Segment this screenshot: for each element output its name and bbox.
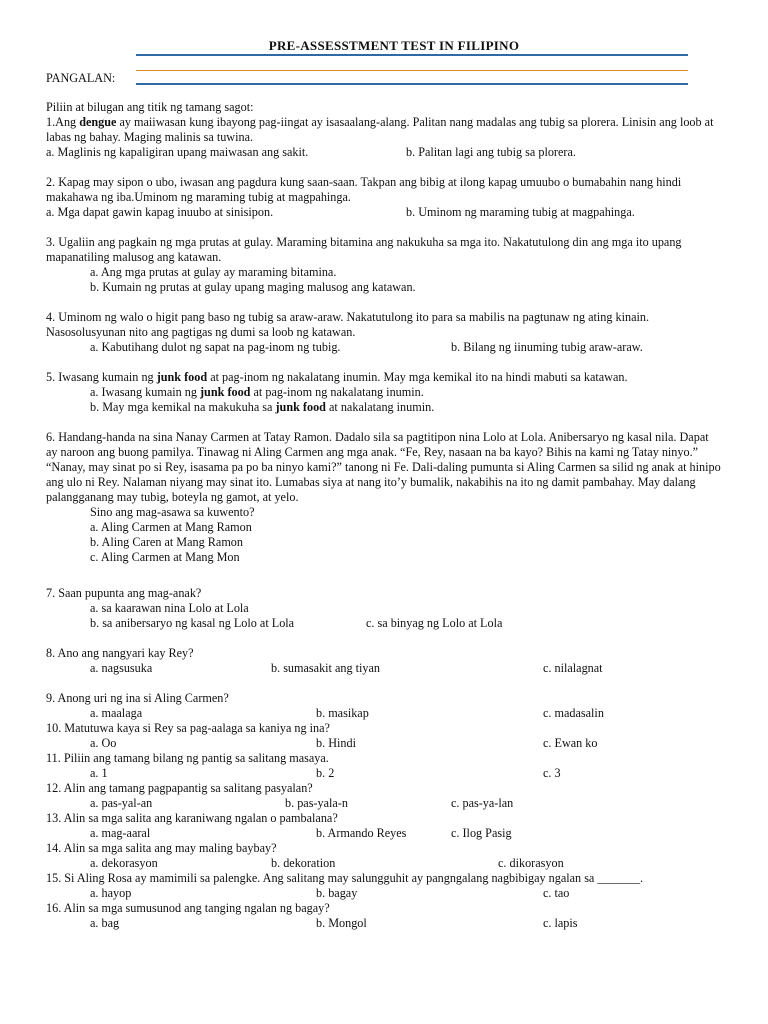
question-1-stem: 1.Ang dengue ay maiiwasan kung ibayong pag-iingat ay isasaalang-alang. Palitan nang madalas ang tubig sa plorera. Linisin ang loob at labas ng bahay. Maging malinis sa tuwina.	[46, 115, 714, 144]
option-a[interactable]: a. bag	[90, 916, 120, 930]
option-b[interactable]: b. Kumain ng prutas at gulay upang maging malusog ang katawan.	[90, 280, 416, 294]
option-c[interactable]: c. Ewan ko	[543, 736, 598, 750]
question-7-options	[46, 616, 722, 631]
question-7-stem: 7. Saan pupunta ang mag-anak?	[46, 586, 202, 600]
option-b[interactable]: b. Uminom ng maraming tubig at magpahinga.	[406, 205, 635, 219]
option-b[interactable]: b. Palitan lagi ang tubig sa plorera.	[406, 145, 576, 159]
option-a[interactable]: a. maalaga	[90, 706, 143, 720]
question-4-options	[46, 340, 722, 355]
option-a[interactable]: a. Iwasang kumain ng junk food at pag-inom ng nakalatang inumin.	[90, 385, 424, 399]
option-b[interactable]: b. 2	[316, 766, 335, 780]
option-a[interactable]: a. 1	[90, 766, 108, 780]
option-b[interactable]: b. Bilang ng iinuming tubig araw-araw.	[451, 340, 643, 354]
option-b[interactable]: b. pas-yala-n	[285, 796, 348, 810]
option-a[interactable]: a. nagsusuka	[90, 661, 153, 675]
option-c[interactable]: c. nilalagnat	[543, 661, 603, 675]
question-4-stem: 4. Uminom ng walo o higit pang baso ng tubig sa araw-araw. Nakatutulong ito para sa mabilis na pagtunaw ng ating kinain. Nasosolusyunan nito ang pagtigas ng dumi sa loob ng katawan.	[46, 310, 650, 339]
option-a[interactable]: a. Ang mga prutas at gulay ay maraming bitamina.	[90, 265, 337, 279]
question-5-stem: 5. Iwasang kumain ng junk food at pag-inom ng nakalatang inumin. May mga kemikal ito na hindi mabuti sa katawan.	[46, 370, 628, 384]
option-b[interactable]: b. sumasakit ang tiyan	[271, 661, 380, 675]
question-16	[46, 901, 722, 931]
option-a[interactable]: a. Oo	[90, 736, 117, 750]
option-b[interactable]: b. Hindi	[316, 736, 356, 750]
question-12-options	[46, 796, 722, 811]
option-a[interactable]: a. dekorasyon	[90, 856, 158, 870]
question-6-stem: Sino ang mag-asawa sa kuwento?	[90, 505, 255, 519]
option-b[interactable]: b. sa anibersaryo ng kasal ng Lolo at Lola	[90, 616, 295, 630]
option-c[interactable]: c. Aling Carmen at Mang Mon	[90, 550, 240, 564]
question-11-options	[46, 766, 722, 781]
question-14-options	[46, 856, 722, 871]
question-15	[46, 871, 722, 901]
question-6-passage: 6. Handang-handa na sina Nanay Carmen at Tatay Ramon. Dadalo sila sa pagtitipon nina Lolo at Lola. Anibersaryo ng kasal nila. Dapat ay naroon ang buong pamilya. Tinawag ni Aling Carmen ang mga anak. “Fe, Rey, nasaan na ba kayo? Bihis na kami ng Tatay ninyo.” “Nanay, may sinat po si Rey, isasama pa po ba ninyo kami?” tanong ni Fe. Dali-daling pumunta si Aling Carmen sa silid ng anak at hinipo ang ulo ni Rey. Nalaman niyang may sinat ito. Lumabas siya at nang ito’y bumalik, nakabihis na ito ng damit pambahay. May dalang palangganang may tubig, boteyla ng gamot, at yelo.	[46, 430, 721, 504]
question-13	[46, 811, 722, 841]
question-6	[46, 430, 722, 565]
question-10	[46, 721, 722, 751]
question-14-stem: 14. Alin sa mga salita ang may maling baybay?	[46, 841, 277, 855]
question-10-options	[46, 736, 722, 751]
option-a[interactable]: a. Kabutihang dulot ng sapat na pag-inom ng tubig.	[90, 340, 341, 354]
option-c[interactable]: c. tao	[543, 886, 570, 900]
option-b[interactable]: b. Armando Reyes	[316, 826, 407, 840]
option-a[interactable]: a. pas-yal-an	[90, 796, 153, 810]
question-4	[46, 310, 722, 355]
option-a[interactable]: a. mag-aaral	[90, 826, 151, 840]
page-title: PRE-ASSESSTMENT TEST IN FILIPINO	[268, 38, 520, 53]
option-b[interactable]: b. May mga kemikal na makukuha sa junk food at nakalatang inumin.	[90, 400, 435, 414]
option-a[interactable]: a. Maglinis ng kapaligiran upang maiwasan ang sakit.	[46, 145, 309, 159]
option-c[interactable]: c. pas-ya-lan	[451, 796, 514, 810]
question-16-stem: 16. Alin sa mga sumusunod ang tanging ngalan ng bagay?	[46, 901, 330, 915]
test-page	[46, 38, 722, 931]
option-a[interactable]: a. sa kaarawan nina Lolo at Lola	[90, 601, 249, 615]
option-c[interactable]: c. lapis	[543, 916, 578, 930]
question-9-stem: 9. Anong uri ng ina si Aling Carmen?	[46, 691, 229, 705]
name-field-row	[46, 71, 722, 87]
question-11	[46, 751, 722, 781]
instructions: Piliin at bilugan ang titik ng tamang sagot:	[46, 100, 254, 114]
question-12-stem: 12. Alin ang tamang pagpapantig sa salitang pasyalan?	[46, 781, 313, 795]
question-2	[46, 175, 722, 220]
option-a[interactable]: a. Aling Carmen at Mang Ramon	[90, 520, 252, 534]
option-a[interactable]: a. Mga dapat gawin kapag inuubo at sinisipon.	[46, 205, 274, 219]
question-2-options	[46, 205, 722, 220]
option-b[interactable]: b. Mongol	[316, 916, 367, 930]
question-8-options	[46, 661, 722, 676]
question-5	[46, 370, 722, 415]
option-b[interactable]: b. masikap	[316, 706, 369, 720]
question-9-options	[46, 706, 722, 721]
question-12	[46, 781, 722, 811]
question-11-stem: 11. Piliin ang tamang bilang ng pantig sa salitang masaya.	[46, 751, 329, 765]
question-2-stem: 2. Kapag may sipon o ubo, iwasan ang pagdura kung saan-saan. Takpan ang bibig at ilong kapag umuubo o bumabahin nang hindi makahawa ng iba.Uminom ng maraming tubig at magpahinga.	[46, 175, 682, 204]
question-15-options	[46, 886, 722, 901]
question-1-options	[46, 145, 722, 160]
name-label: PANGALAN:	[46, 71, 116, 85]
option-c[interactable]: c. madasalin	[543, 706, 604, 720]
question-15-stem: 15. Si Aling Rosa ay mamimili sa palengke. Ang salitang may salungguhit ay pangngalang nagbibigay ngalan sa _______.	[46, 871, 644, 885]
question-10-stem: 10. Matutuwa kaya si Rey sa pag-aalaga sa kaniya ng ina?	[46, 721, 330, 735]
option-b[interactable]: b. bagay	[316, 886, 358, 900]
question-8-stem: 8. Ano ang nangyari kay Rey?	[46, 646, 194, 660]
option-a[interactable]: a. hayop	[90, 886, 132, 900]
question-13-stem: 13. Alin sa mga salita ang karaniwang ngalan o pambalana?	[46, 811, 338, 825]
option-c[interactable]: c. Ilog Pasig	[451, 826, 512, 840]
question-7	[46, 586, 722, 631]
option-c[interactable]: c. dikorasyon	[498, 856, 564, 870]
question-13-options	[46, 826, 722, 841]
question-3	[46, 235, 722, 295]
question-16-options	[46, 916, 722, 931]
option-c[interactable]: c. sa binyag ng Lolo at Lola	[366, 616, 503, 630]
question-1	[46, 115, 722, 160]
option-c[interactable]: c. 3	[543, 766, 561, 780]
question-14	[46, 841, 722, 871]
option-b[interactable]: b. Aling Caren at Mang Ramon	[90, 535, 243, 549]
question-8	[46, 646, 722, 676]
question-9	[46, 691, 722, 721]
question-3-stem: 3. Ugaliin ang pagkain ng mga prutas at gulay. Maraming bitamina ang nakukuha sa mga ito. Nakatutulong din ang mga ito upang mapanatiling malusog ang katawan.	[46, 235, 682, 264]
option-b[interactable]: b. dekoration	[271, 856, 336, 870]
